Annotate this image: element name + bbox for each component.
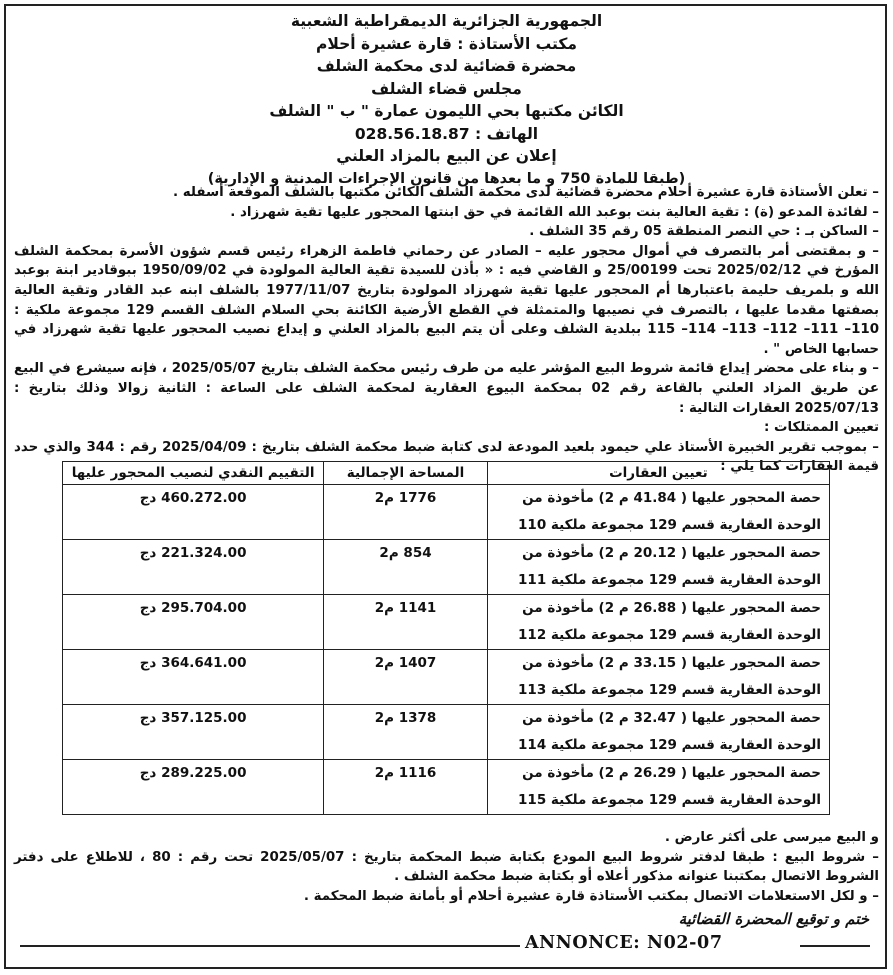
- cell-valuation: 221.324.00 دج: [63, 540, 324, 595]
- table-row: [63, 485, 830, 540]
- header-office: مكتب الأستاذة : قارة عشيرة أحلام: [315, 34, 577, 53]
- cell-valuation: 289.225.00 دج: [63, 760, 324, 815]
- cell-valuation: 460.272.00 دج: [63, 485, 324, 540]
- properties-table: [62, 461, 830, 815]
- divider: [800, 945, 870, 947]
- body-paragraph: – و بناء على محضر إيداع قائمة شروط البيع المؤشر عليه من طرف رئيس محكمة الشلف بتاريخ 2025/05/07 ، فإنه سيشرع في البيع عن طريق المزاد العلني بالقاعة رقم 02 بمحكمة البيوع العقارية لمحكمة الشلف على الساعة : الثانية زوالا وذلك بتاريخ : 2025/07/13 العقارات التالية :: [14, 361, 880, 416]
- notice-footer: [14, 828, 879, 906]
- footer-paragraph: – شروط البيع : طبقا لدفتر شروط البيع المودع بكتابة ضبط المحكمة بتاريخ : 2025/05/07 تحت رقم : 80 ، للاطلاع على دفتر الشروط الاتصال بمكتبنا عنوانه مذكور أعلاه أو بكتابة ضبط محكمة الشلف .: [14, 849, 879, 884]
- footer-paragraph: و البيع ميرسى على أكثر عارض .: [664, 830, 879, 845]
- annonce-number: ANNONCE: N02-07: [525, 933, 723, 953]
- col-header-designation: تعيين العقارات: [487, 462, 829, 485]
- cell-area: 1407 م2: [324, 650, 488, 705]
- header-republic: الجمهورية الجزائرية الديمقراطية الشعبية: [290, 12, 603, 30]
- col-header-area: المساحة الإجمالية: [324, 462, 488, 485]
- cell-designation: حصة المحجور عليها ( 33.15 م 2) مأخوذة من الوحدة العقارية قسم 129 مجموعة ملكية 113: [487, 650, 829, 705]
- col-header-valuation: التقييم النقدي لنصيب المحجور عليها: [63, 462, 324, 485]
- cell-designation: حصة المحجور عليها ( 26.29 م 2) مأخوذة من الوحدة العقارية قسم 129 مجموعة ملكية 115: [487, 760, 829, 815]
- cell-area: 1378 م2: [324, 705, 488, 760]
- notice-legal-basis: (طبقا للمادة 750 و ما بعدها من قانون الإجراءات المدنية و الإدارية): [207, 170, 686, 187]
- notice-title: إعلان عن البيع بالمزاد العلني: [336, 147, 557, 165]
- body-paragraph: تعيين الممتلكات :: [763, 420, 879, 436]
- cell-designation: حصة المحجور عليها ( 20.12 م 2) مأخوذة من الوحدة العقارية قسم 129 مجموعة ملكية 111: [487, 540, 829, 595]
- cell-area: 1116 م2: [324, 760, 488, 815]
- table-row: [63, 705, 830, 760]
- cell-designation: حصة المحجور عليها ( 32.47 م 2) مأخوذة من الوحدة العقارية قسم 129 مجموعة ملكية 114: [487, 705, 829, 760]
- notice-body: [14, 183, 879, 477]
- body-paragraph: – بموجب تقرير الخبيرة الأستاذ علي حيمود بلعيد المودعة لدى كتابة ضبط محكمة الشلف بتاريخ : 2025/04/09 رقم : 344 والذي حدد قيمة العقارات كما يلي :: [14, 439, 880, 475]
- cell-designation: حصة المحجور عليها ( 26.88 م 2) مأخوذة من الوحدة العقارية قسم 129 مجموعة ملكية 112: [487, 595, 829, 650]
- cell-designation: حصة المحجور عليها ( 41.84 م 2) مأخوذة من الوحدة العقارية قسم 129 مجموعة ملكية 110: [487, 485, 829, 540]
- cell-area: 1776 م2: [324, 485, 488, 540]
- body-paragraph: – و بمقتضى أمر بالتصرف في أموال محجور عليه – الصادر عن رحماني فاطمة الزهراء رئيس قسم شؤون الأسرة بمحكمة الشلف المؤرخ في 2025/02/12 تحت 25/00199 و القاضي فيه : « بأذن للسيدة تقية العالية المولودة في 1950/09/02 ببوقادير ابنة بوعبد الله و بلمريف حليمة باعتبارها أم المحجور عليها تقية شهرزاد المولودة بتاريخ 1977/11/07 بالشلف ابنه عبد القادر وتقية العالية بصفتها مقدما عليها ، بالتصرف في نصيبها والمتمثلة في القطع الأرضية الكائنة بحي السلام الشلف القسم 129 مجموعة ملكية : 110– 111– 112– 113– 114– 115 ببلدية الشلف وعلى أن يتم البيع بالمزاد العلني و إيداع نصيب المحجور عليها تقية شهرزاد في حسابها الخاص " .: [14, 243, 880, 357]
- cell-valuation: 357.125.00 دج: [63, 705, 324, 760]
- body-paragraph: – تعلن الأستاذة قارة عشيرة أحلام محضرة قضائية لدى محكمة الشلف الكائن مكتبها بالشلف الموقعة أسفله .: [172, 185, 879, 200]
- table-row: [63, 650, 830, 705]
- body-paragraph: – لفائدة المدعو (ة) : تقية العالية بنت بوعبد الله القائمة في حق ابنتها المحجور عليها تقية شهرزاد .: [230, 204, 879, 220]
- header-address: الكائن مكتبها بحي الليمون عمارة " ب " الشلف: [269, 102, 624, 120]
- footer-paragraph: – و لكل الاستعلامات الاتصال بمكتب الأستاذة قارة عشيرة أحلام أو بأمانة ضبط المحكمة .: [303, 888, 879, 904]
- header-council: مجلس قضاء الشلف: [371, 79, 522, 98]
- cell-valuation: 364.641.00 دج: [63, 650, 324, 705]
- header-phone: الهاتف : 028.56.18.87: [354, 124, 539, 143]
- table-row: [63, 540, 830, 595]
- divider: [20, 945, 520, 947]
- notice-header: [20, 10, 873, 190]
- table-header-row: [63, 462, 830, 485]
- table-row: [63, 760, 830, 815]
- body-paragraph: – الساكن بـ : حي النصر المنطقة 05 رقم 35 الشلف .: [529, 224, 879, 240]
- table-row: [63, 595, 830, 650]
- cell-area: 854 م2: [324, 540, 488, 595]
- cell-valuation: 295.704.00 دج: [63, 595, 324, 650]
- signature-line: ختم و توقيع المحضرة القضائية: [678, 910, 869, 928]
- cell-area: 1141 م2: [324, 595, 488, 650]
- header-bailiff: محضرة قضائية لدى محكمة الشلف: [316, 57, 577, 75]
